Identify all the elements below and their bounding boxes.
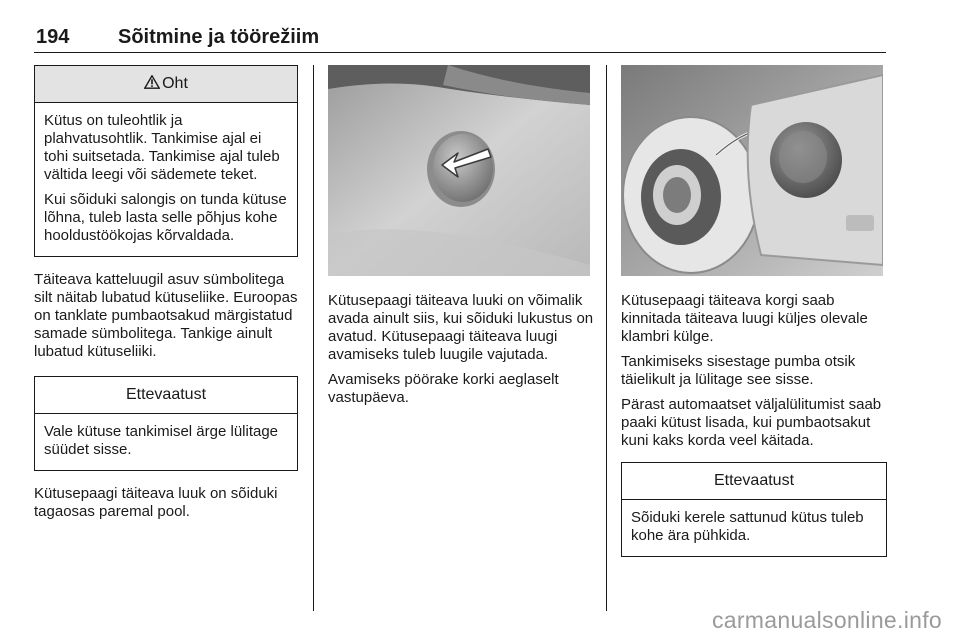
danger-paragraph: Kütus on tuleohtlik ja plahvatusohtlik. Tankimise ajal ei tohi suitsetada. Tankimise ajal tuleb vältida leegi või sädemete teket. <box>44 112 280 183</box>
fuel-cap-illustration <box>621 65 883 276</box>
danger-paragraph: Kui sõiduki salongis on tunda kütuse lõhna, tuleb lasta selle põhjus kohe hooldustöökojas kõrvaldada. <box>44 191 287 244</box>
fuel-label-paragraph: Täiteava katteluugil asuv sümbolitega silt näitab lubatud kütuseliike. Euroopas on tanklate pumbaotsakud märgistatud samade sümbolitega. Tankige ainult lubatud kütuseliiki. <box>34 271 298 360</box>
fuel-door-location-paragraph: Kütusepaagi täiteava luuk on sõiduki tagaosas paremal pool. <box>34 485 278 520</box>
caution-box-heading: Ettevaatust <box>622 463 886 500</box>
auto-cutoff-paragraph: Pärast automaatset väljalülitumist saab paaki kütust lisada, kui pumbaotsakut kuni kaks korda veel käitada. <box>621 396 882 449</box>
danger-box-body <box>35 103 297 256</box>
cap-turn-paragraph: Avamiseks pöörake korki aeglaselt vastupäeva. <box>328 371 559 406</box>
caution-box <box>34 376 298 471</box>
column-divider <box>313 65 314 611</box>
column-divider <box>606 65 607 611</box>
caution-box <box>621 462 887 557</box>
caution-text: Vale kütuse tankimisel ärge lülitage süüdet sisse. <box>44 423 279 458</box>
column-2 <box>328 65 594 414</box>
caution-box-body <box>622 500 886 556</box>
cap-clip-paragraph: Kütusepaagi täiteava korgi saab kinnitada täiteava luugi küljes olevale klambri külge. <box>621 292 868 345</box>
caution-box-heading: Ettevaatust <box>35 377 297 414</box>
chapter-title: Sõitmine ja töörežiim <box>118 26 320 48</box>
danger-heading-text: Oht <box>162 75 188 92</box>
caution-box-body <box>35 414 297 470</box>
page-number: 194 <box>36 26 70 48</box>
caution-text: Sõiduki kerele sattunud kütus tuleb kohe ära pühkida. <box>631 509 864 544</box>
danger-box <box>34 65 298 257</box>
page-header <box>34 22 886 53</box>
fuel-door-open-paragraph: Kütusepaagi täiteava luuki on võimalik avada ainult siis, kui sõiduki lukustus on avatud. Kütusepaagi täiteava luugi avamiseks tuleb luugile vajutada. <box>328 292 594 363</box>
column-1 <box>34 65 298 528</box>
column-3 <box>621 65 887 571</box>
warning-triangle-icon <box>144 75 160 89</box>
danger-box-heading <box>35 66 297 103</box>
nozzle-insert-paragraph: Tankimiseks sisestage pumba otsik täielikult ja lülitage see sisse. <box>621 353 856 388</box>
fuel-door-illustration <box>328 65 590 276</box>
watermark: carmanualsonline.info <box>711 607 942 633</box>
